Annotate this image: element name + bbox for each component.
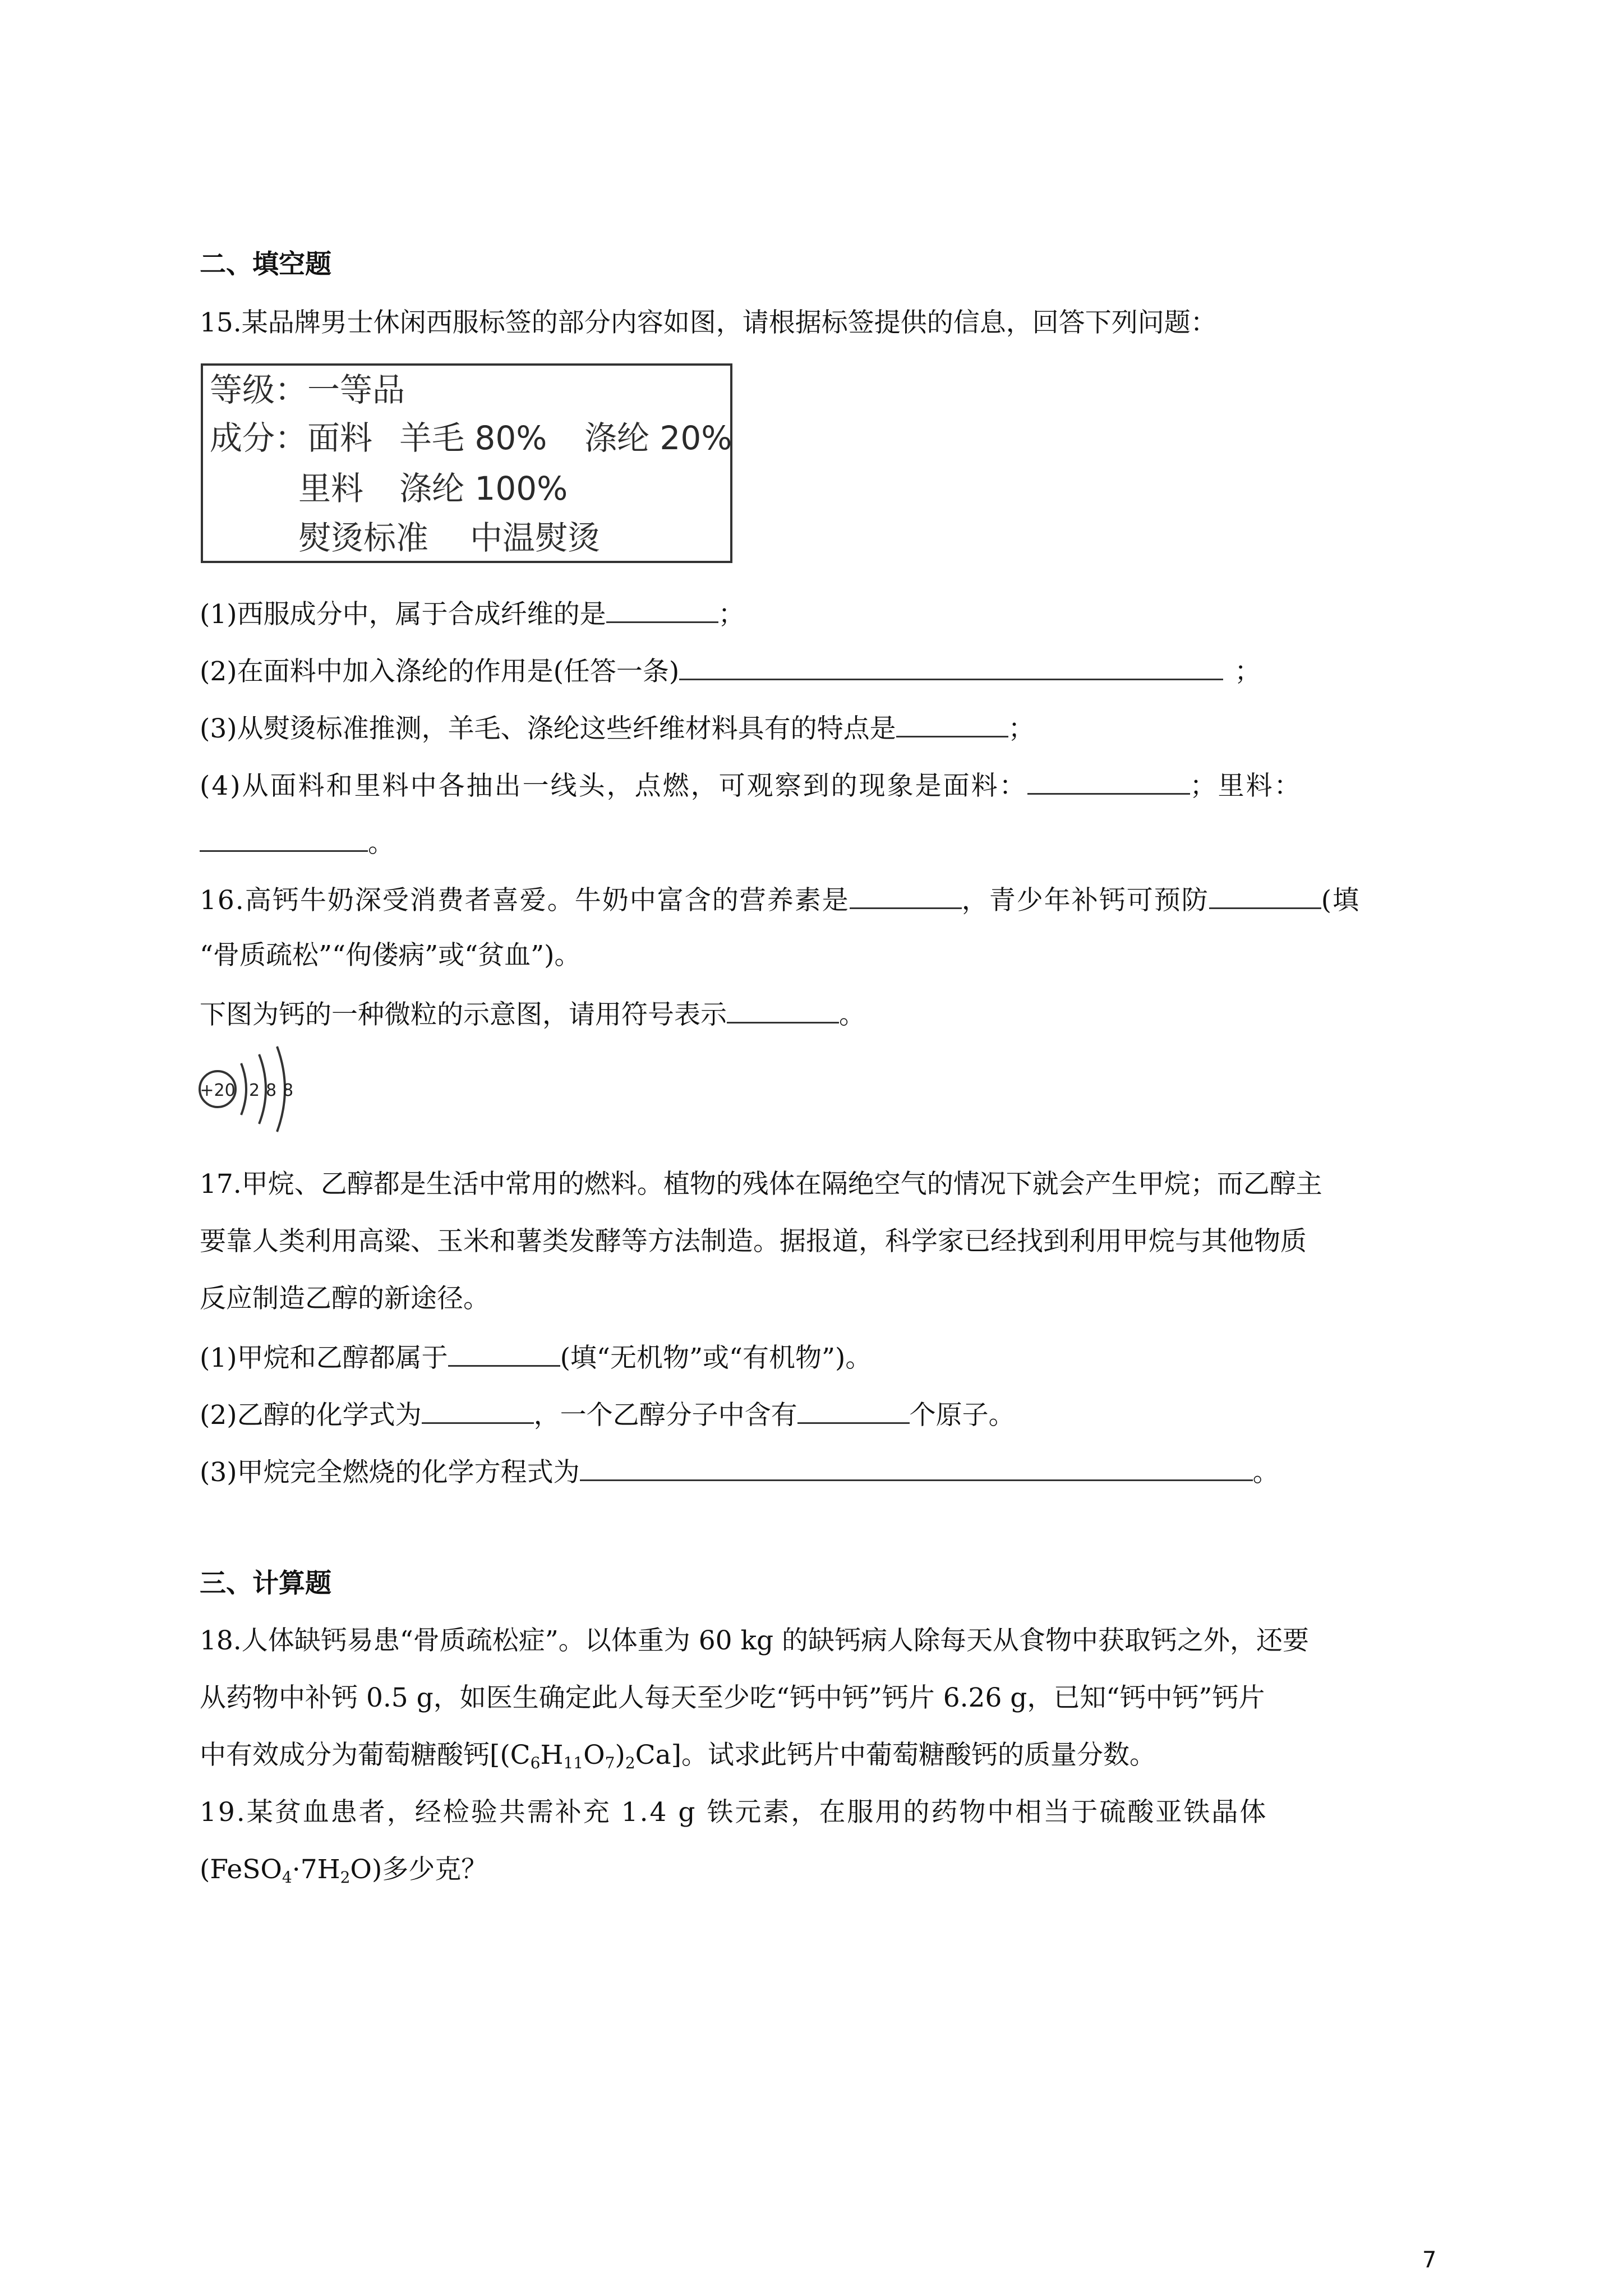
q18-line2: 从药物中补钙 0.5 g，如医生确定此人每天至少吃“钙中钙”钙片 6.26 g，已知“钙中钙”钙片 [200, 1682, 1265, 1713]
q16-line2: “骨质疏松”“佝偻病”或“贫血”)。 [200, 940, 581, 971]
q18-text-a: 中有效成分为葡萄糖酸钙[(C [200, 1740, 531, 1771]
q15-part3-blank[interactable] [896, 713, 1008, 737]
q16-text-b: ，青少年补钙可预防 [961, 885, 1209, 916]
label-polyester-100: 涤纶 100% [399, 469, 568, 508]
page-number: 7 [1422, 2247, 1437, 2273]
q17-line3: 反应制造乙醇的新途径。 [200, 1283, 490, 1314]
q17-part1-hint: (填“无机物”或“有机物”)。 [560, 1343, 872, 1373]
punct: 。 [368, 828, 394, 859]
q19-line1: 19.某贫血患者，经检验共需补充 1.4 g 铁元素，在服用的药物中相当于硫酸亚铁晶体 [200, 1797, 1268, 1828]
q15-part2-blank[interactable] [679, 656, 1223, 680]
q16-line3 [200, 999, 865, 1028]
q17-part2-end: 个原子。 [909, 1400, 1015, 1431]
q16-blank-b[interactable] [1209, 885, 1321, 909]
q17-part1-text: (1)甲烷和乙醇都属于 [200, 1343, 448, 1373]
q17-part3-text: (3)甲烷完全燃烧的化学方程式为 [200, 1457, 580, 1488]
subscript: 4 [282, 1868, 292, 1887]
q17-part2-blank-a[interactable] [422, 1400, 534, 1424]
q17-part2-mid: ，一个乙醇分子中含有 [533, 1400, 797, 1431]
punct: 。 [1252, 1457, 1279, 1488]
q15-stem: 15.某品牌男士休闲西服标签的部分内容如图，请根据标签提供的信息，回答下列问题： [200, 307, 1217, 338]
q15-part4-blank-a[interactable] [1027, 771, 1190, 795]
q16-text-c: (填 [1321, 885, 1361, 916]
shell-electrons-3: 8 [283, 1081, 294, 1100]
q15-part2 [200, 656, 1261, 685]
label-composition: 成分：面料 [210, 419, 373, 457]
q16-line1 [200, 885, 1360, 914]
shell-arc-2 [259, 1054, 266, 1124]
q15-part4-text: (4)从面料和里料中各抽出一线头，点燃，可观察到的现象是面料： [200, 771, 1027, 801]
q19-text-b: ·7H [292, 1854, 340, 1885]
q19-text-c: O)多少克？ [350, 1854, 488, 1885]
label-iron-standard: 熨烫标准 [298, 519, 429, 557]
subscript: 6 [530, 1754, 541, 1772]
calcium-ion-diagram [196, 1039, 297, 1140]
q17-part1 [200, 1343, 872, 1371]
subscript: 2 [625, 1754, 635, 1772]
shell-electrons-2: 8 [266, 1081, 277, 1100]
q18-line1: 18.人体缺钙易患“骨质疏松症”。以体重为 60 kg 的缺钙病人除每天从食物中获取钙之外，还要 [200, 1625, 1309, 1656]
q16-text-d: 下图为钙的一种微粒的示意图，请用符号表示 [200, 999, 727, 1030]
punct: ； [718, 599, 745, 630]
label-polyester-20: 涤纶 20% [584, 419, 732, 457]
atom-nucleus-label: +20 [200, 1081, 236, 1100]
q17-part3-blank[interactable] [580, 1457, 1253, 1481]
q15-part4-mid: ；里料： [1189, 771, 1302, 801]
section-fill-title: 二、填空题 [200, 249, 331, 280]
q15-part3-text: (3)从熨烫标准推测，羊毛、涤纶这些纤维材料具有的特点是 [200, 713, 896, 744]
shell-arc-1 [241, 1063, 246, 1115]
label-grade: 等级：一等品 [210, 371, 405, 409]
label-wool: 羊毛 80% [399, 419, 547, 457]
q16-blank-a[interactable] [850, 885, 962, 909]
subscript: 2 [340, 1868, 351, 1887]
q15-part4-blank-b[interactable] [200, 828, 368, 852]
q18-line3 [200, 1740, 1156, 1772]
q16-text-a: 16.高钙牛奶深受消费者喜爱。牛奶中富含的营养素是 [200, 885, 850, 916]
punct: 。 [839, 999, 865, 1030]
q15-part2-text: (2)在面料中加入涤纶的作用是(任答一条) [200, 656, 680, 687]
q17-part3 [200, 1457, 1279, 1486]
q17-part2 [200, 1400, 1015, 1431]
q17-part2-blank-b[interactable] [797, 1400, 910, 1424]
q15-part1-blank[interactable] [606, 599, 718, 623]
q18-o: O [583, 1740, 605, 1771]
section-calc-title: 三、计算题 [200, 1568, 331, 1599]
subscript: 7 [605, 1754, 615, 1772]
q19-line2 [200, 1854, 488, 1887]
q15-part4 [200, 771, 1302, 799]
q17-part2-text: (2)乙醇的化学式为 [200, 1400, 422, 1431]
q17-part1-blank[interactable] [448, 1343, 560, 1367]
q17-line1: 17.甲烷、乙醇都是生活中常用的燃料。植物的残体在隔绝空气的情况下就会产生甲烷；而乙醇主 [200, 1169, 1322, 1200]
q15-part3 [200, 713, 1035, 742]
label-lining: 里料 [298, 469, 364, 508]
label-iron-value: 中温熨烫 [470, 519, 601, 557]
punct: ； [1234, 656, 1261, 687]
q18-h: H [540, 1740, 564, 1771]
q15-part4-cont [200, 828, 394, 859]
q18-paren: ) [615, 1740, 625, 1771]
q15-part1 [200, 599, 745, 628]
subscript: 11 [563, 1754, 584, 1772]
q17-line2: 要靠人类利用高粱、玉米和薯类发酵等方法制造。据报道，科学家已经找到利用甲烷与其他物质 [200, 1226, 1307, 1257]
q16-blank-c[interactable] [727, 999, 839, 1023]
shell-electrons-1: 2 [249, 1081, 260, 1100]
punct: ； [1008, 713, 1035, 744]
q15-part1-text: (1)西服成分中，属于合成纤维的是 [200, 599, 606, 630]
q19-text-a: (FeSO [200, 1854, 282, 1885]
q18-text-b: Ca]。试求此钙片中葡萄糖酸钙的质量分数。 [635, 1740, 1156, 1771]
clothing-label-image [201, 363, 732, 563]
